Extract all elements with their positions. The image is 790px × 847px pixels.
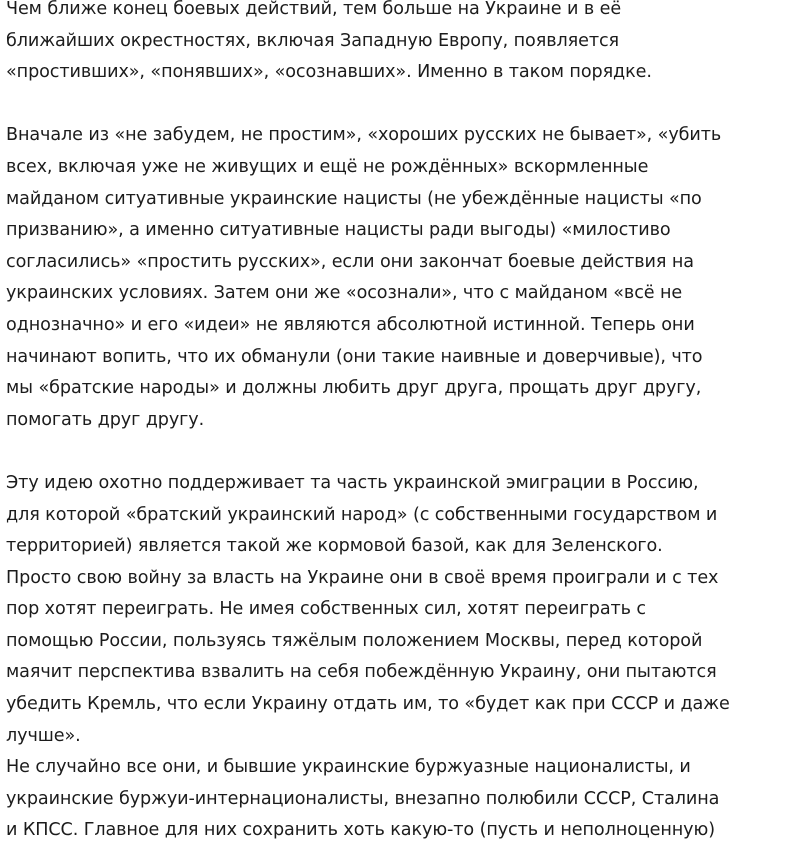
text-line: украинских условиях. Затем они же «осознали», что с майданом «всё не (6, 283, 683, 304)
text-line: Просто свою войну за власть на Украине они в своё время проиграли и с тех (6, 567, 719, 588)
paragraph-3 (6, 468, 790, 752)
text-line: убедить Кремль, что если Украину отдать им, то «будет как при СССР и даже (6, 694, 730, 715)
text-line: Чем ближе конец боевых действий, тем больше на Украине и в её (6, 0, 622, 19)
text-line: мы «братские народы» и должны любить друг друга, прощать друг другу, (6, 378, 702, 399)
paragraph-1 (6, 0, 790, 89)
article-body (6, 0, 790, 847)
text-line: призванию», а именно ситуативные нацисты ради выгоды) «милостиво (6, 220, 671, 241)
text-line: ближайших окрестностях, включая Западную Европу, появляется (6, 30, 620, 51)
text-line: всех, включая уже не живущих и ещё не рождённых» вскормленные (6, 156, 649, 177)
text-line: помогать друг другу. (6, 409, 205, 430)
text-line: территорией) является такой же кормовой базой, как для Зеленского. (6, 536, 663, 557)
text-line: украинские буржуи-интернационалисты, внезапно полюбили СССР, Сталина (6, 788, 720, 809)
text-line: Вначале из «не забудем, не простим», «хороших русских не бывает», «убить (6, 125, 722, 146)
text-line: однозначно» и его «идеи» не являются абсолютной истинной. Теперь они (6, 314, 695, 335)
text-line: майданом ситуативные украинские нацисты (не убеждённые нацисты «по (6, 188, 702, 209)
text-line: согласились» «простить русских», если они закончат боевые действия на (6, 251, 694, 272)
text-line: «простивших», «понявших», «осознавших». Именно в таком порядке. (6, 62, 652, 83)
text-line: помощью России, пользуясь тяжёлым положением Москвы, перед которой (6, 630, 703, 651)
paragraph-spacer (6, 89, 790, 121)
text-line: и КПСС. Главное для них сохранить хоть какую-то (пусть и неполноценную) (6, 820, 715, 841)
paragraph-4 (6, 752, 790, 847)
text-line: Эту идею охотно поддерживает та часть украинской эмиграции в Россию, (6, 472, 699, 493)
text-line: маячит перспектива взвалить на себя побеждённую Украину, они пытаются (6, 662, 717, 683)
paragraph-spacer (6, 436, 790, 468)
text-line: Не случайно все они, и бывшие украинские буржуазные националисты, и (6, 757, 691, 778)
text-line: пор хотят переиграть. Не имея собственных сил, хотят переиграть с (6, 599, 647, 620)
text-line: лучше». (6, 725, 81, 746)
paragraph-2 (6, 120, 790, 436)
text-line: начинают вопить, что их обманули (они такие наивные и доверчивые), что (6, 346, 703, 367)
text-line: для которой «братский украинский народ» (с собственными государством и (6, 504, 718, 525)
